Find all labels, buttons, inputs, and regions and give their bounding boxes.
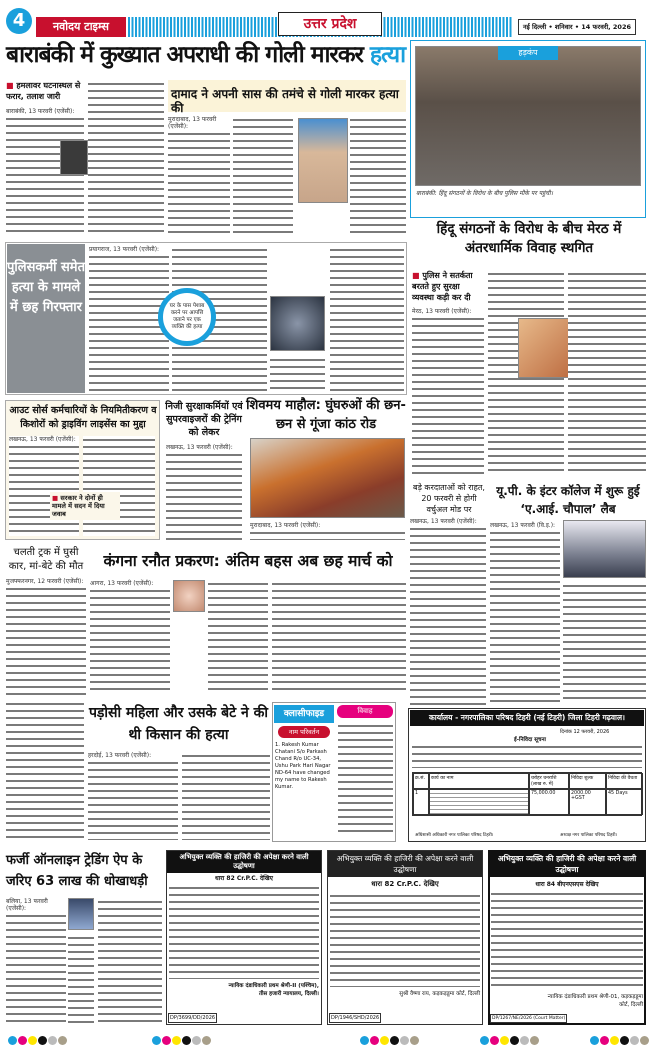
hacker-photo [68, 898, 94, 930]
ai-lab-photo [563, 520, 646, 578]
th-work: कार्य का नाम [429, 773, 529, 789]
classified-title: क्लासीफाइड [274, 705, 334, 723]
handcuff-photo [270, 296, 325, 351]
meerut-body [412, 308, 484, 478]
notice-1-title: अभियुक्त व्यक्ति की हाजिरी की अपेक्षा करने वाली उद्घोषणा [167, 851, 321, 873]
registration-dot [48, 1036, 57, 1045]
outsource-subhead: ■ सरकार ने दोनों ही मामले में सदन में दिया जवाब [50, 492, 120, 520]
lead-headline-accent: हत्या [369, 42, 406, 68]
police-callout: घर के पास पेशाब करने पर आपत्ति जताने पर एक व्यक्ति की हत्या [158, 288, 216, 346]
notice-2-section: धारा 82 Cr.P.C. देखिए [371, 880, 439, 888]
notice-1-body [169, 884, 319, 979]
kisan-body-col2 [182, 752, 270, 840]
notice-2-court: सुश्री वैष्णा राय, कड़कड़डूमा कोर्ट, दिल्ली [399, 991, 480, 997]
meerut-dateline: मेरठ, 13 फरवरी (एजेंसी): [412, 308, 484, 315]
registration-dot [380, 1036, 389, 1045]
procession-photo [250, 438, 405, 518]
classified-entry: 1. Rakesh Kumar Chatani S/o Parkash Chand R/o UC-34, Ushu Park Hari Nagar ND-64 have changed my name to Rakesh Kumar. [275, 742, 331, 790]
ai-body [490, 522, 560, 702]
registration-dot [480, 1036, 489, 1045]
registration-dot-group [590, 1030, 650, 1049]
lead-headline [6, 42, 406, 68]
tender-table [412, 772, 642, 816]
registration-dot [510, 1036, 519, 1045]
security-headline: निजी सुरक्षाकर्मियों एवं सुपरवाइजरों की ट्रेनिंग को लेकर [165, 401, 243, 438]
security-body [166, 444, 242, 540]
registration-dot [620, 1036, 629, 1045]
section-title: उत्तर प्रदेश [278, 12, 382, 36]
tender-sign-left: अधिशासी अधिकारी नगर पालिका परिषद टिहरी। [415, 833, 494, 838]
registration-dot [630, 1036, 639, 1045]
police-body-col3 [270, 356, 325, 391]
td-validity: 45 Days [606, 789, 643, 815]
notice-2-title: अभियुक्त व्यक्ति की हाजिरी की अपेक्षा करने वाली उद्घोषणा [328, 851, 482, 877]
registration-dot [390, 1036, 399, 1045]
newspaper-logo: नवोदय टाइम्स [36, 17, 126, 37]
registration-dot [500, 1036, 509, 1045]
ai-dateline: लखनऊ, 13 फरवरी (वि.इ.): [490, 522, 560, 529]
marriage-ads [338, 722, 393, 837]
police-panel-headline: पुलिसकर्मी समेत हत्या के मामले में छह गिरफ्तार [7, 244, 85, 393]
outsource-dateline: लखनऊ, 13 फरवरी (एजेंसी): [9, 436, 79, 443]
arrest-photo [415, 46, 641, 186]
tender-title: कार्यालय - नगरपालिका परिषद टिहरी (नई टिहरी) जिला टिहरी गढ़वाल। [410, 710, 644, 726]
kisan-headline: पड़ोसी महिला और उसके बेटे ने की थी किसान की हत्या [88, 705, 269, 743]
registration-dot [162, 1036, 171, 1045]
registration-dot [192, 1036, 201, 1045]
lead-subhead: ■ हमलावर घटनास्थल से फरार, तलाश जारी [6, 81, 81, 101]
notice-2-code: DP/1946/SHD/2026 [331, 1015, 380, 1021]
kisan-body [88, 752, 178, 840]
notice-2-body [330, 892, 480, 987]
td-work [429, 789, 529, 815]
damad-body-col2 [233, 116, 293, 236]
td-sno: 1 [413, 789, 429, 815]
th-sno: क्र.सं. [413, 773, 429, 789]
truck-body [6, 578, 86, 698]
registration-dot-group [480, 1030, 540, 1049]
police-body [89, 246, 169, 391]
tax-body [410, 518, 486, 723]
tax-headline: बड़े करदाताओं को राहत, 20 फरवरी से होगी वर्चुअल मोड पर [413, 483, 485, 514]
damad-body [168, 116, 230, 236]
truck-body-col2 [6, 700, 84, 840]
kangana-body [90, 580, 170, 690]
damad-body-col3 [350, 116, 406, 236]
ai-headline: यू.पी. के इंटर कॉलेज में शुरू हुई ‘ए.आई. चौपाल’ लैब [496, 484, 640, 516]
registration-dot [490, 1036, 499, 1045]
police-body-col4 [330, 246, 404, 391]
photo-label: हड़कंप [498, 46, 558, 60]
registration-dot [640, 1036, 649, 1045]
truck-dateline: मुजफ्फरनगर, 12 फरवरी (एजेंसी): [6, 578, 86, 585]
registration-dot [172, 1036, 181, 1045]
kisan-dateline: हरदोई, 13 फरवरी (एजेंसी): [88, 752, 178, 759]
notice-1-court: न्यायिक दंडाधिकारी प्रथम श्रेणी-II (पश्चिम), तीस हजारी न्यायालय, दिल्ली। [228, 983, 319, 997]
registration-dot [370, 1036, 379, 1045]
registration-dot [520, 1036, 529, 1045]
registration-dot-group [360, 1030, 420, 1049]
registration-dot [8, 1036, 17, 1045]
damad-dateline: मुरादाबाद, 13 फरवरी (एजेंसी): [168, 116, 230, 130]
registration-dot [400, 1036, 409, 1045]
photo-caption: बाराबंकी: हिंदू संगठनों के विरोध के बीच पुलिस मौके पर पहुंची। [416, 190, 553, 197]
td-deposit: 75,000.00 [529, 789, 569, 815]
fraud-dateline: बलिया, 13 फरवरी (एजेंसी): [6, 898, 66, 912]
kangana-body-col3 [272, 580, 406, 690]
lead-photo [60, 140, 88, 175]
registration-dot [530, 1036, 539, 1045]
shivmay-body [250, 522, 405, 540]
lead-subhead-text: हमलावर घटनास्थल से फरार, तलाश जारी [6, 81, 81, 101]
th-validity: निविदा की वैधता [606, 773, 643, 789]
fraud-headline: फर्जी ऑनलाइन ट्रेडिंग ऐप के जरिए 63 लाख की धोखाधड़ी [6, 853, 148, 889]
lead-body-col2 [88, 80, 164, 236]
kangana-body-col2 [208, 580, 268, 690]
registration-marks [0, 1030, 650, 1042]
kangana-headline: कंगना रनौत प्रकरण: अंतिम बहस अब छह मार्च को [103, 552, 393, 570]
tender-date: दिनांक 12 फरवरी, 2026 [560, 729, 610, 735]
meerut-headline: हिंदू संगठनों के विरोध के बीच मेरठ में अंतरधार्मिक विवाह स्थगित [436, 221, 622, 256]
ai-body-col2 [563, 582, 646, 702]
meerut-body-col3 [568, 270, 646, 475]
outsource-headline: आउट सोर्स कर्मचारियों के नियमितीकरण व किशोरों को ड्राइविंग लाइसेंस का मुद्दा [9, 405, 157, 430]
registration-dot [610, 1036, 619, 1045]
fraud-body [6, 898, 66, 1023]
registration-dot [202, 1036, 211, 1045]
edition-date: नई दिल्ली • शनिवार • 14 फरवरी, 2026 [518, 19, 636, 35]
registration-dot-group [8, 1030, 68, 1049]
kangana-photo [173, 580, 205, 612]
shivmay-headline: शिवमय माहौल: घुंघरुओं की छन-छन से गूंजा कांठ रोड [246, 398, 406, 432]
shivmay-dateline: मुरादाबाद, 13 फरवरी (एजेंसी): [250, 522, 405, 529]
registration-dot [38, 1036, 47, 1045]
tax-dateline: लखनऊ, 13 फरवरी (एजेंसी): [410, 518, 486, 525]
registration-dot [58, 1036, 67, 1045]
tender-body [412, 743, 642, 768]
police-dateline: प्रयागराज, 13 फरवरी (एजेंसी): [89, 246, 169, 253]
registration-dot-group [152, 1030, 212, 1049]
registration-dot [590, 1036, 599, 1045]
registration-dot [18, 1036, 27, 1045]
registration-dot [600, 1036, 609, 1045]
notice-1-section: धारा 82 Cr.P.C. देखिए [215, 875, 273, 882]
registration-dot [28, 1036, 37, 1045]
outsource-body [9, 436, 79, 536]
notice-3-body [491, 890, 643, 990]
lead-headline-text: बाराबंकी में कुख्यात अपराधी की गोली मारकर [6, 42, 370, 68]
meerut-subhead-text: पुलिस ने सतर्कता बरतते हुए सुरक्षा व्यवस्था कड़ी कर दी [412, 271, 473, 302]
truck-headline: चलती ट्रक में घुसी कार, मां-बेटे की मौत [8, 547, 84, 572]
registration-dot [360, 1036, 369, 1045]
notice-3-title: अभियुक्त व्यक्ति की हाजिरी की अपेक्षा करने वाली उद्घोषणा [489, 851, 645, 877]
outsource-body-col2 [83, 436, 155, 536]
outsource-subhead-text: सरकार ने दोनों ही मामले में सदन में दिया जवाब [52, 494, 105, 518]
registration-dot [152, 1036, 161, 1045]
notice-3-code: DP/1267/NE/2026 (Court Matter) [492, 1016, 566, 1021]
td-fee: 2000.00 +GST [569, 789, 606, 815]
registration-dot [410, 1036, 419, 1045]
security-dateline: लखनऊ, 13 फरवरी (एजेंसी): [166, 444, 242, 451]
tender-sign-right: अध्यक्ष नगर पालिका परिषद टिहरी। [560, 833, 618, 838]
lead-dateline: बाराबंकी, 13 फरवरी (एजेंसी): [6, 108, 84, 115]
kangana-dateline: आगरा, 13 फरवरी (एजेंसी): [90, 580, 170, 587]
meerut-subhead: ■ पुलिस ने सतर्कता बरतते हुए सुरक्षा व्यवस्था कड़ी कर दी [412, 271, 473, 302]
damad-headline: दामाद ने अपनी सास की तमंचे से गोली मारकर हत्या की [168, 80, 406, 112]
notice-3-section: धारा 84 बीएनएसएस देखिए [535, 881, 599, 888]
th-fee: निविदा शुल्क [569, 773, 606, 789]
victim-photo [298, 118, 348, 203]
name-change-label: नाम परिवर्तन [278, 726, 330, 738]
marriage-label: विवाह [337, 705, 393, 718]
fraud-body-col2 [98, 898, 162, 1023]
fraud-body-col1b [68, 934, 94, 1023]
notice-1-code: DP/3699/DD/2026 [170, 1015, 216, 1021]
th-deposit: धरोहर धनराशि (लाख रु. में) [529, 773, 569, 789]
notice-3-court: न्यायिक दंडाधिकारी प्रथम श्रेणी-01, कड़कड़डूमा कोर्ट, दिल्ली [547, 994, 643, 1008]
page-number: 4 [6, 8, 32, 34]
registration-dot [182, 1036, 191, 1045]
tender-type: ई-निविदा सूचना [514, 737, 546, 743]
